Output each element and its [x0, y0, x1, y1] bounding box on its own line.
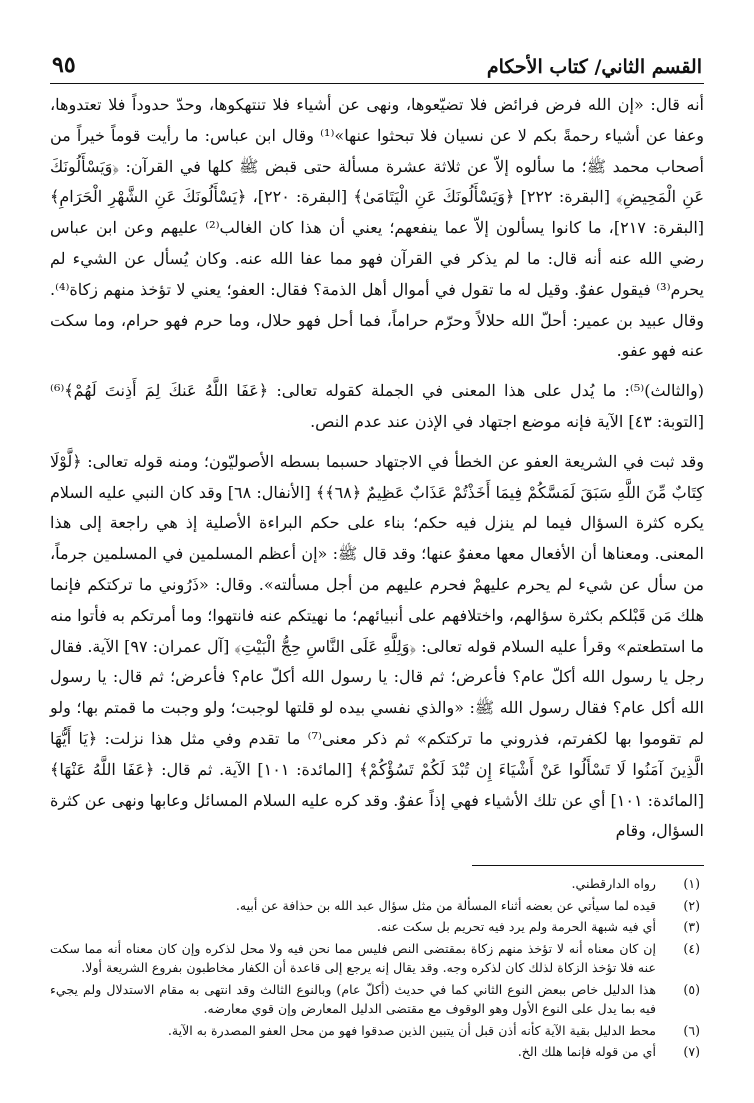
footnote-text: أي فيه شبهة الحرمة ولم يرد فيه تحريم بل سكت عنه. [376, 919, 656, 935]
footnote [50, 917, 704, 937]
header-title: القسم الثاني/ كتاب الأحكام [486, 56, 702, 78]
footnote-text: محط الدليل بقية الآية كأنه أذن قبل أن يتبين الذين صدقوا فهو من محل العفو المصدرة به الآية. [167, 1022, 656, 1038]
footnote-text: قيده لما سيأتي عن بعضه أثناء المسألة من مثل سؤال عبد الله بن حذافة عن أبيه. [235, 897, 656, 913]
footnote [50, 896, 704, 916]
footnote-number: (٢) [683, 897, 700, 913]
footnotes [50, 874, 704, 1062]
paragraph-1: أنه قال: «إن الله فرض فرائض فلا تضيّعوها، ونهى عن أشياء فلا تنتهكوها، وحدّ حدوداً فلا تعتدوها، وعفا عن أشياء رحمةً بكم لا عن نسيان فلا تبحثوا عنها»⁽¹⁾ وقال ابن عباس: ما رأيت قوماً خيراً من أصحاب محمد ﷺ؛ ما سألوه إلاّ عن ثلاثة عشرة مسألة حتى قبض ﷺ كلها في القرآن: ﴿وَيَسْأَلُونَكَ عَنِ الْمَحِيضِ﴾ [البقرة: ٢٢٢] ﴿وَيَسْأَلُونَكَ عَنِ الْيَتَامَىٰ﴾ [البقرة: ٢٢٠]، ﴿يَسْأَلُونَكَ عَنِ الشَّهْرِ الْحَرَامِ﴾ [البقرة: ٢١٧]، ما كانوا يسألون إلاّ عما ينفعهم؛ يعني أن هذا كان الغالب⁽²⁾ عليهم وعن ابن عباس رضي الله عنه أنه قال: ما لم يذكر في القرآن فهو مما عفا الله عنه. وكان يُسأل عن الشيء لم يحرم⁽³⁾ فيقول عفوٌ. وقيل له ما تقول في أموال أهل الذمة؟ فقال: العفو؛ يعني لا تؤخذ منهم زكاة⁽⁴⁾. وقال عبيد بن عمير: أحلّ الله حلالاً وحرّم حراماً، فما أحل فهو حلال، وما حرم فهو حرام، وما سكت عنه فهو عفو. [50, 95, 705, 361]
footnote-text: أي من قوله فإنما هلك الخ. [517, 1044, 656, 1060]
footnote-number: (٤) [683, 940, 700, 956]
footnote [50, 980, 704, 1019]
footnote-text: رواه الدارقطني. [571, 876, 656, 892]
footnote-number: (٧) [683, 1044, 700, 1060]
footnote [50, 939, 704, 978]
paragraph-3: وقد ثبت في الشريعة العفو عن الخطأ في الاجتهاد حسبما بسطه الأصوليّون؛ ومنه قوله تعالى: ﴿لَّوْلَا كِتَابٌ مِّنَ اللَّهِ سَبَقَ لَمَسَّكُمْ فِيمَا أَخَذْتُمْ عَذَابٌ عَظِيمٌ ﴿٦٨﴾﴾ [الأنفال: ٦٨] وقد كان النبي عليه السلام يكره كثرة السؤال فيما لم ينزل فيه حكم؛ بناء على حكم البراءة الأصلية إذ هي راجعة إلى هذا المعنى. ومعناها أن الأفعال معها معفوٌ عنها؛ وقد قال ﷺ: «إن أعظم المسلمين في المسلمين جرماً، من سأل عن شيء لم يحرم عليهمْ فحرم عليهم من أجل مسألته». وقال: «ذَرُوني ما تركتكم فإنما هلك مَن قَبْلكم بكثرة سؤالهم، واختلافهم على أنبيائهم؛ ما نهيتكم عنه فانتهوا؛ وما أمرتكم به فأتوا منه ما استطعتم» وقرأ عليه السلام قوله تعالى: ﴿وَلِلَّهِ عَلَى النَّاسِ حِجُّ الْبَيْتِ﴾ [آل عمران: ٩٧] الآية. فقال رجل يا رسول الله أكلّ عام؟ فأعرض؛ ثم قال: يا رسول الله أكلّ عام؟ فأعرض؛ ثم قال: يا رسول الله أكل عام؟ فقال رسول الله ﷺ: «والذي نفسي بيده لو قلتها لوجبت؛ ولو وجبت ما قمتم بها؛ ولو لم تقوموا بها لكفرتم، فذروني ما تركتكم» ثم ذكر معنى⁽⁷⁾ ما تقدم وفي مثل هذا نزلت: ﴿يَا أَيُّهَا الَّذِينَ آمَنُوا لَا تَسْأَلُوا عَنْ أَشْيَاءَ إِن تُبْدَ لَكُمْ تَسُؤْكُمْ﴾ [المائدة: ١٠١] الآية. ثم قال: ﴿عَفَا اللَّهُ عَنْهَا﴾ [المائدة: ١٠١] أي عن تلك الأشياء فهي إذاً عفوٌ. وقد كره عليه السلام المسائل وعابها ونهى عن كثرة السؤال، وقام [50, 451, 705, 841]
footnote-number: (٦) [683, 1022, 700, 1038]
footnote [50, 1021, 704, 1041]
footnote [50, 874, 704, 894]
main-text [50, 90, 704, 847]
footnote [50, 1042, 704, 1062]
page-number: ٩٥ [52, 52, 76, 78]
footnote-number: (٣) [683, 919, 700, 935]
paragraph-2: (والثالث)⁽⁵⁾: ما يُدل على هذا المعنى في الجملة كقوله تعالى: ﴿عَفَا اللَّهُ عَنكَ لِمَ أَذِنتَ لَهُمْ﴾⁽⁶⁾ [التوبة: ٤٣] الآية فإنه موضع اجتهاد في الإذن عند عدم النص. [50, 381, 705, 431]
footnote-separator [472, 865, 704, 866]
footnote-text: إن كان معناه أنه لا تؤخذ منهم زكاة بمقتضى النص فليس مما نحن فيه ولا محل لذكره وإن كان معناه أنه مما سكت عنه فلا تؤخذ الزكاة لذلك كان لذكره وجه. وقد يقال إنه يرجع إلى قاعدة أن الكفار مخاطبون بفروع الشريعة أولا. [50, 940, 656, 976]
running-header [50, 52, 704, 84]
footnote-number: (١) [683, 876, 700, 892]
footnote-number: (٥) [683, 981, 700, 997]
footnote-text: هذا الدليل خاص ببعض النوع الثاني كما في حديث (أكلّ عام) وبالنوع الثالث وقد انتهى به مقام الاستدلال ولم يجيء فيه بما يدل على النوع الأول وهو الوقوف مع مقتضى الدليل المعارض وإن قوي معارضه. [50, 981, 656, 1017]
